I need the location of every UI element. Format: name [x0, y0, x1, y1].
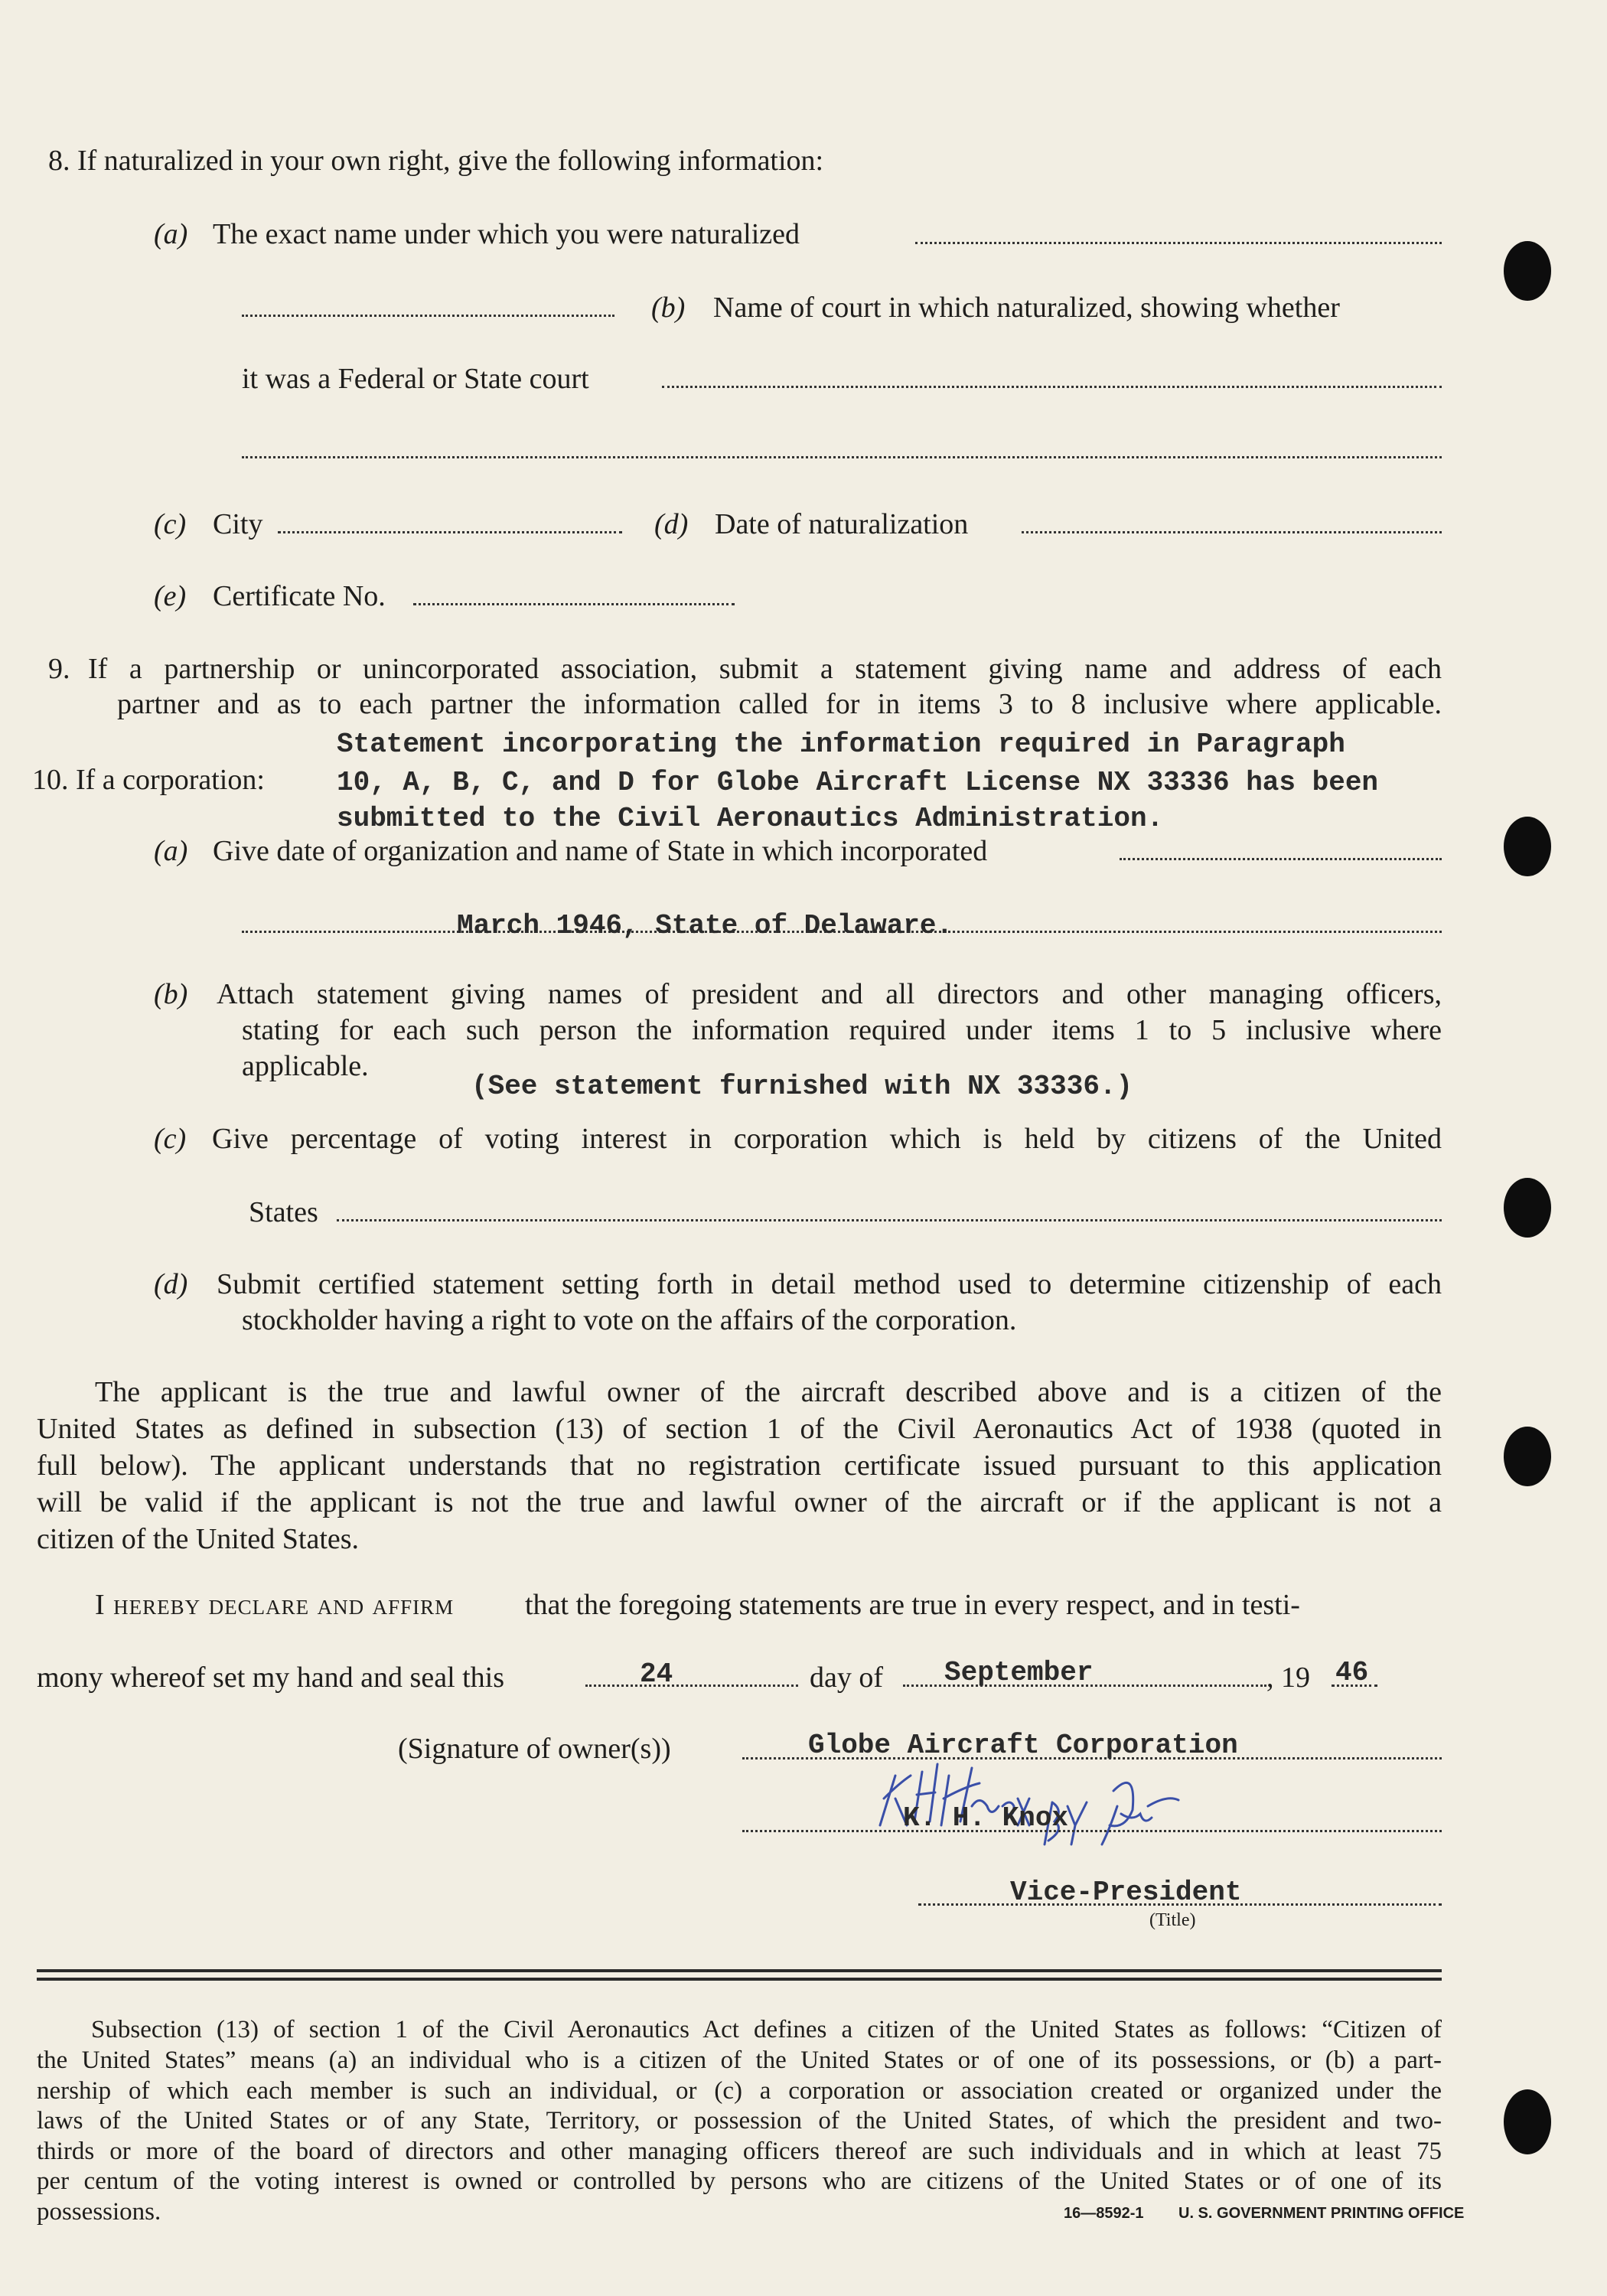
- title-value: Vice-President: [1010, 1877, 1242, 1908]
- year-prefix: , 19: [1266, 1662, 1310, 1694]
- item-10b-label: [154, 980, 187, 1009]
- punch-hole: [1504, 1178, 1551, 1238]
- item-9-line-1: If a partnership or unincorporated association, submit a statement giving name and address of each: [88, 653, 1442, 685]
- city-field[interactable]: [278, 531, 622, 533]
- certificate-number-field[interactable]: [413, 603, 735, 605]
- item-10d-label: [154, 1270, 187, 1299]
- item-8b-label: [651, 293, 685, 322]
- title-label: (Title): [1149, 1910, 1196, 1930]
- item-8e-label: [154, 582, 186, 611]
- printer-credit: U. S. GOVERNMENT PRINTING OFFICE: [1178, 2205, 1465, 2222]
- signer-value: K. H. Knox: [903, 1802, 1069, 1834]
- affirm-caps: [95, 1590, 454, 1619]
- affirm-caps-text: I hereby declare and affirm: [95, 1589, 455, 1621]
- signature-label: (Signature of owner(s)): [398, 1733, 671, 1765]
- divider-bottom: [37, 1978, 1442, 1981]
- item-8c-text: City: [213, 508, 263, 540]
- organization-field[interactable]: [1120, 858, 1442, 860]
- naturalization-date-field[interactable]: [1022, 531, 1442, 533]
- declaration-line-3: full below). The applicant understands that no registration certificate issued pursuant to this application: [37, 1450, 1442, 1482]
- item-10d-line-1: Submit certified statement setting forth in detail method used to determine citizenship of each: [217, 1268, 1442, 1300]
- affirm-rest: that the foregoing statements are true in every respect, and in testi-: [525, 1589, 1300, 1621]
- naturalized-name-field-cont[interactable]: [242, 315, 614, 317]
- declaration-line-1: The applicant is the true and lawful owner of the aircraft described above and is a citizen of the: [95, 1376, 1442, 1408]
- year-value: 46: [1335, 1657, 1369, 1688]
- mony-text: mony whereof set my hand and seal this: [37, 1662, 505, 1694]
- label: (b): [154, 978, 188, 1010]
- voting-interest-field[interactable]: [337, 1219, 1442, 1221]
- footnote-line-4: laws of the United States or of any State, Territory, or possession of the United States, of which the president and two-: [37, 2107, 1442, 2135]
- item-10b-line-2: stating for each such person the information required under items 1 to 5 inclusive where: [242, 1014, 1442, 1046]
- footnote-line-1: Subsection (13) of section 1 of the Civil Aeronautics Act defines a citizen of the United States as follows: “Citizen of: [91, 2016, 1442, 2043]
- day-of-text: day of: [810, 1662, 884, 1694]
- label: (a): [154, 835, 188, 867]
- form-number: 16—8592-1: [1064, 2205, 1144, 2222]
- court-field[interactable]: [662, 386, 1442, 388]
- item-10b-line-1: Attach statement giving names of president and all directors and other managing officers,: [217, 978, 1442, 1010]
- item-10c-text: Give percentage of voting interest in corporation which is held by citizens of the United: [212, 1123, 1442, 1155]
- punch-hole: [1504, 817, 1551, 876]
- declaration-line-4: will be valid if the applicant is not the true and lawful owner of the aircraft or if the applicant is not a: [37, 1486, 1442, 1518]
- declaration-line-5: citizen of the United States.: [37, 1523, 360, 1555]
- owner-value: Globe Aircraft Corporation: [808, 1730, 1238, 1761]
- item-8c-label: [154, 510, 186, 539]
- item-10b-line-3: applicable.: [242, 1050, 369, 1082]
- item-10-title: 10. If a corporation:: [32, 764, 265, 796]
- punch-hole: [1504, 2089, 1551, 2154]
- label: (b): [651, 292, 686, 324]
- court-field-cont[interactable]: [242, 456, 1442, 458]
- footnote-line-5: thirds or more of the board of directors and other managing officers thereof are such individuals and in which at least 75: [37, 2138, 1442, 2165]
- punch-hole: [1504, 1427, 1551, 1486]
- label: (d): [654, 508, 689, 540]
- typed-statement-line-1: Statement incorporating the information required in Paragraph: [337, 729, 1345, 760]
- day-value: 24: [640, 1658, 673, 1690]
- punch-hole: [1504, 241, 1551, 301]
- label: (c): [154, 508, 187, 540]
- label: (e): [154, 580, 187, 612]
- signer-field[interactable]: [742, 1830, 1442, 1832]
- item-10a-text: Give date of organization and name of State in which incorporated: [213, 835, 988, 867]
- item-8b-cont: it was a Federal or State court: [242, 363, 589, 395]
- footnote-line-7: possessions.: [37, 2198, 161, 2226]
- declaration-line-2: United States as defined in subsection (13) of section 1 of the Civil Aeronautics Act of 1938 (quoted in: [37, 1413, 1442, 1445]
- typed-statement-line-3: submitted to the Civil Aeronautics Administration.: [337, 803, 1164, 834]
- item-9-line-2: partner and as to each partner the information called for in items 3 to 8 inclusive where applicable.: [117, 688, 1442, 720]
- typed-statement-line-2: 10, A, B, C, and D for Globe Aircraft License NX 33336 has been: [337, 767, 1379, 798]
- item-8-title: 8. If naturalized in your own right, give the following information:: [48, 145, 824, 177]
- label: (a): [154, 218, 188, 250]
- officers-statement-value: (See statement furnished with NX 33336.): [471, 1071, 1133, 1102]
- label: (c): [154, 1123, 187, 1155]
- organization-value: March 1946, State of Delaware.: [457, 910, 953, 941]
- item-8d-label: [654, 510, 688, 539]
- day-field[interactable]: [585, 1684, 798, 1687]
- item-8a-text: The exact name under which you were naturalized: [213, 218, 800, 250]
- item-9-number: 9.: [48, 653, 70, 685]
- item-8d-text: Date of naturalization: [715, 508, 969, 540]
- month-value: September: [944, 1657, 1094, 1688]
- item-10c-cont: States: [249, 1196, 318, 1228]
- footnote-line-6: per centum of the voting interest is owned or controlled by persons who are citizens of the United States or of one of its: [37, 2167, 1442, 2195]
- item-10a-label: [154, 837, 187, 866]
- footnote-line-2: the United States” means (a) an individual who is a citizen of the United States or of one of its possessions, or (b) a part-: [37, 2047, 1442, 2074]
- item-10c-label: [154, 1124, 186, 1153]
- naturalized-name-field[interactable]: [915, 242, 1442, 244]
- divider-top: [37, 1969, 1442, 1972]
- item-8a-label: [154, 220, 187, 249]
- item-8b-text: Name of court in which naturalized, showing whether: [713, 292, 1340, 324]
- item-8e-text: Certificate No.: [213, 580, 386, 612]
- item-10d-line-2: stockholder having a right to vote on the affairs of the corporation.: [242, 1304, 1017, 1336]
- label: (d): [154, 1268, 188, 1300]
- footnote-line-3: nership of which each member is such an individual, or (c) a corporation or association created or organized under the: [37, 2077, 1442, 2105]
